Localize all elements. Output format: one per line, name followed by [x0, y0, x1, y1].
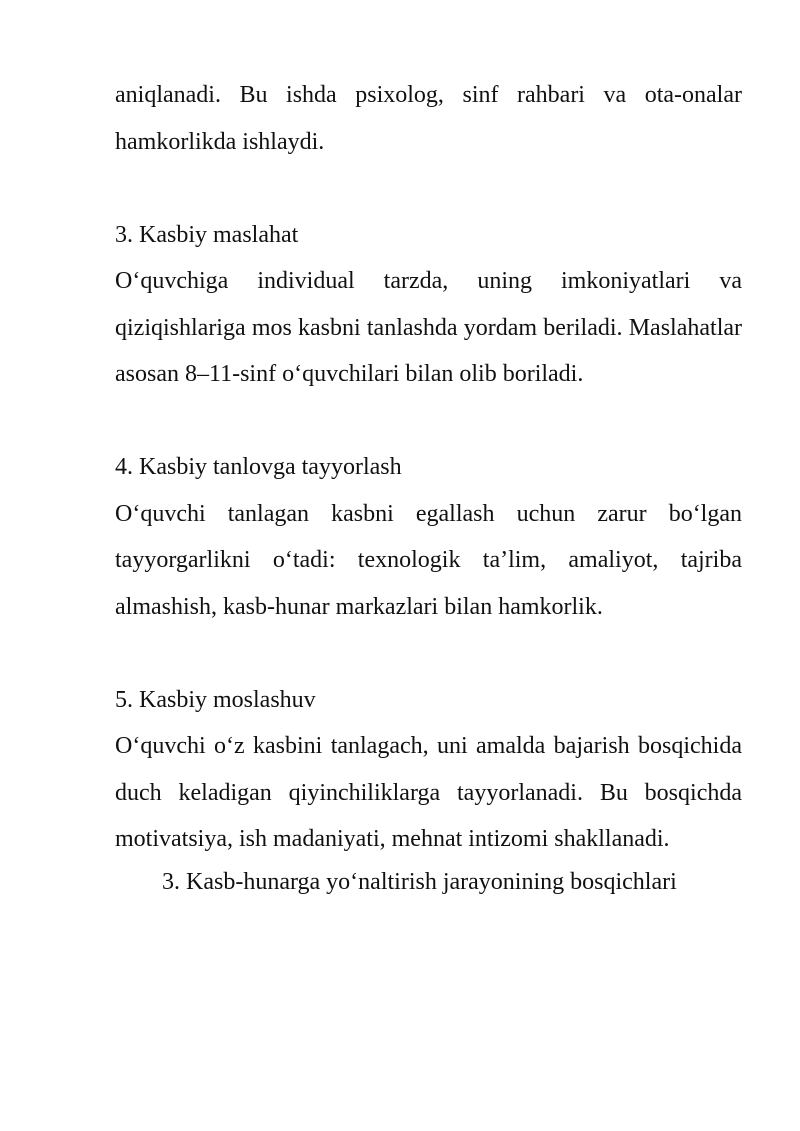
section-heading-kasbiy-moslashuv: 5. Kasbiy moslashuv: [115, 686, 316, 713]
section-heading-kasbiy-maslahat: 3. Kasbiy maslahat: [115, 221, 299, 248]
paragraph-spacer: [115, 630, 742, 677]
paragraph-spacer: [115, 398, 742, 445]
intro-paragraph: aniqlanadi. Bu ishda psixolog, sinf rahbari va ota-onalar hamkorlikda ishlaydi.: [115, 82, 742, 155]
closing-section-heading: 3. Kasb-hunarga yo‘naltirish jarayonining bosqichlari: [162, 868, 677, 895]
section-heading-kasbiy-tanlovga-tayyorlash: 4. Kasbiy tanlovga tayyorlash: [115, 454, 402, 480]
section-body-kasbiy-tanlovga-tayyorlash: O‘quvchi tanlagan kasbni egallash uchun zarur bo‘lgan tayyorgarlikni o‘tadi: texnologik ta’lim, amaliyot, tajriba almashish, kasb-hunar markazlari bilan hamkorlik.: [115, 500, 742, 620]
section-body-kasbiy-maslahat: O‘quvchiga individual tarzda, uning imkoniyatlari va qiziqishlariga mos kasbni tanlashda yordam beriladi. Maslahatlar asosan 8–11-sinf o‘quvchilari bilan olib boriladi.: [115, 268, 742, 387]
section-body-kasbiy-moslashuv: O‘quvchi o‘z kasbini tanlagach, uni amalda bajarish bosqichida duch keladigan qiyinchiliklarga tayyorlanadi. Bu bosqichda motivatsiya, ish madaniyati, mehnat intizomi shakllanadi.: [115, 733, 742, 852]
document-page: [115, 72, 742, 905]
paragraph-spacer: [115, 165, 742, 212]
